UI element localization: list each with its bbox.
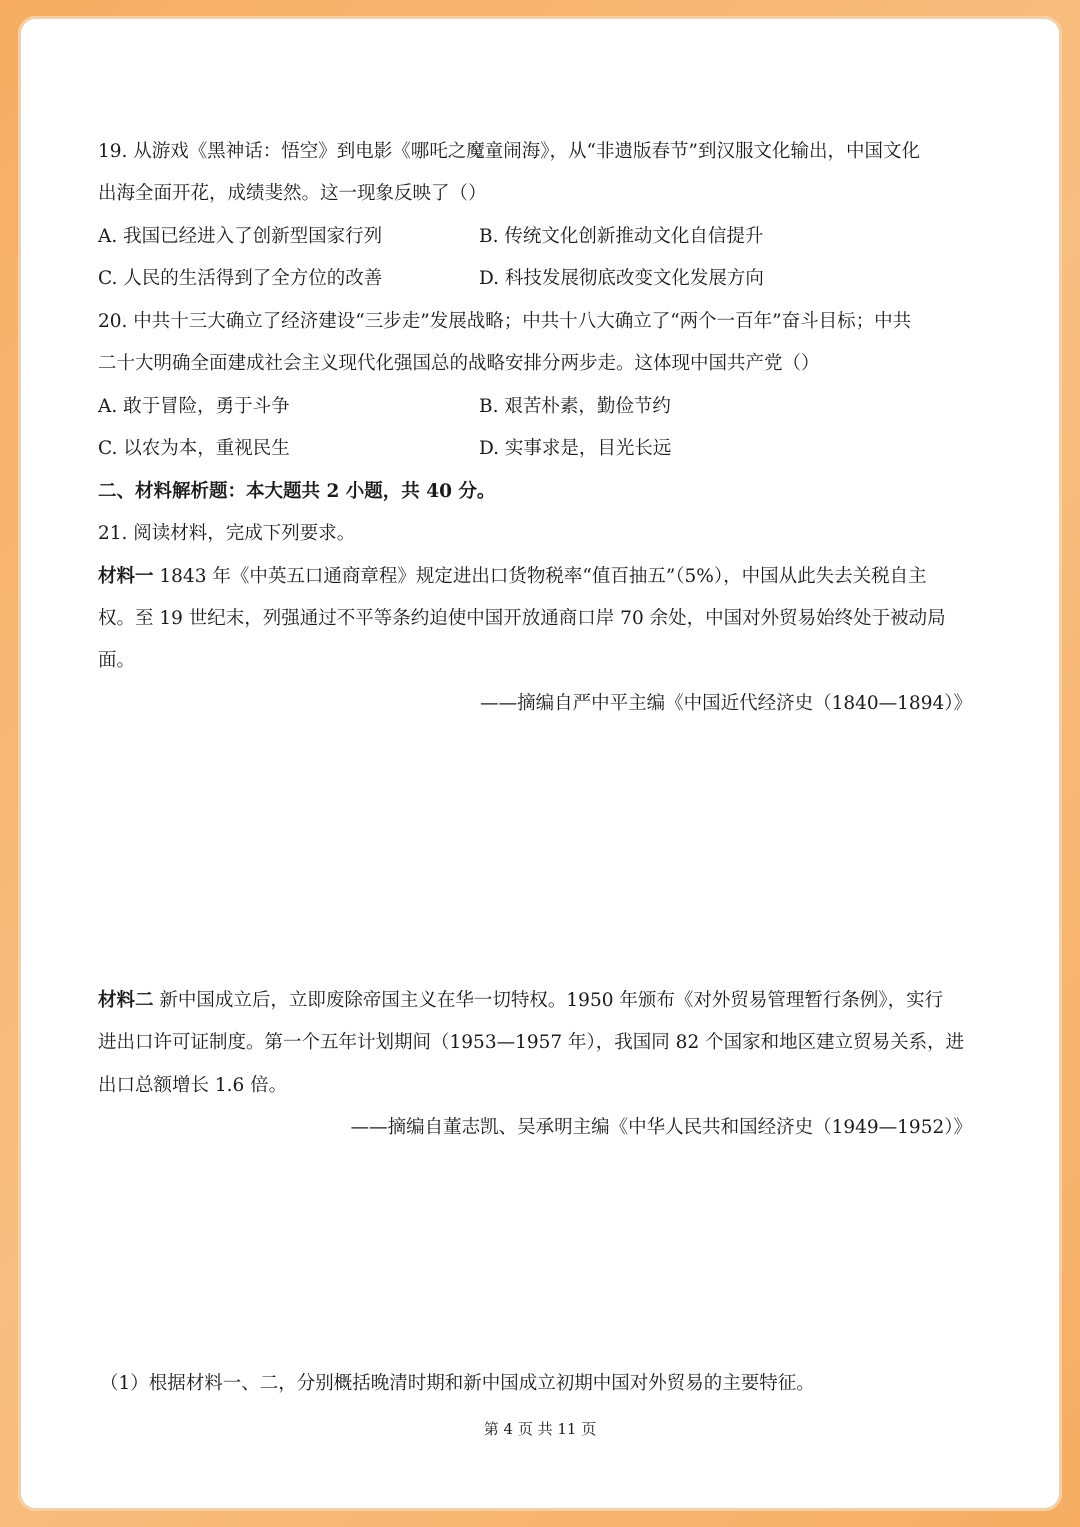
material-1-source: ——摘编自严中平主编《中国近代经济史（1840—1894）》 (480, 693, 972, 714)
material-2-line2: 进出口许可证制度。第一个五年计划期间（1953—1957 年），我国同 82 个国家和地区建立贸易关系，进 (98, 1032, 965, 1053)
material-1-text-line1: 1843 年《中英五口通商章程》规定进出口货物税率“值百抽五”（5%），中国从此失去关税自主 (153, 566, 927, 587)
q19-stem-line2: 出海全面开花，成绩斐然。这一现象反映了（） (98, 183, 487, 204)
q21-intro: 21. 阅读材料，完成下列要求。 (98, 523, 356, 544)
material-2-text-line1: 新中国成立后，立即废除帝国主义在华一切特权。1950 年颁布《对外贸易管理暂行条例》，实行 (153, 990, 944, 1011)
q20-stem-line1: 20. 中共十三大确立了经济建设“三步走”发展战略；中共十八大确立了“两个一百年”奋斗目标；中共 (98, 311, 912, 332)
q19-option-d: D. 科技发展彻底改变文化发展方向 (479, 268, 764, 289)
q20-stem-line2: 二十大明确全面建成社会主义现代化强国总的战略安排分两步走。这体现中国共产党（） (98, 353, 820, 374)
material-1-line3: 面。 (98, 650, 136, 671)
material-1-label: 材料一 (98, 566, 154, 587)
material-1-line1 (98, 565, 927, 589)
material-2-line1 (98, 989, 943, 1013)
q20-option-a: A. 敢于冒险，勇于斗争 (98, 396, 290, 417)
q19-option-a: A. 我国已经进入了创新型国家行列 (98, 226, 383, 247)
q20-option-c: C. 以农为本，重视民生 (98, 438, 290, 459)
material-2-label: 材料二 (98, 990, 154, 1011)
section-heading: 二、材料解析题：本大题共 2 小题，共 40 分。 (98, 481, 496, 502)
material-1-line2: 权。至 19 世纪末，列强通过不平等条约迫使中国开放通商口岸 70 余处，中国对外贸易始终处于被动局 (98, 608, 946, 629)
material-2-line3: 出口总额增长 1.6 倍。 (98, 1075, 288, 1096)
q19-option-c: C. 人民的生活得到了全方位的改善 (98, 268, 383, 289)
q20-option-b: B. 艰苦朴素，勤俭节约 (479, 396, 671, 417)
page-footer: 第 4 页 共 11 页 (483, 1420, 597, 1438)
q19-stem-line1: 19. 从游戏《黑神话：悟空》到电影《哪吒之魔童闹海》，从“非遗版春节”到汉服文化输出，中国文化 (98, 141, 920, 162)
q19-option-b: B. 传统文化创新推动文化自信提升 (479, 226, 764, 247)
q21-subquestion-1: （1）根据材料一、二，分别概括晚清时期和新中国成立初期中国对外贸易的主要特征。 (100, 1373, 815, 1394)
q20-option-d: D. 实事求是，目光长远 (479, 438, 672, 459)
material-2-source: ——摘编自董志凯、吴承明主编《中华人民共和国经济史（1949—1952）》 (350, 1117, 972, 1138)
